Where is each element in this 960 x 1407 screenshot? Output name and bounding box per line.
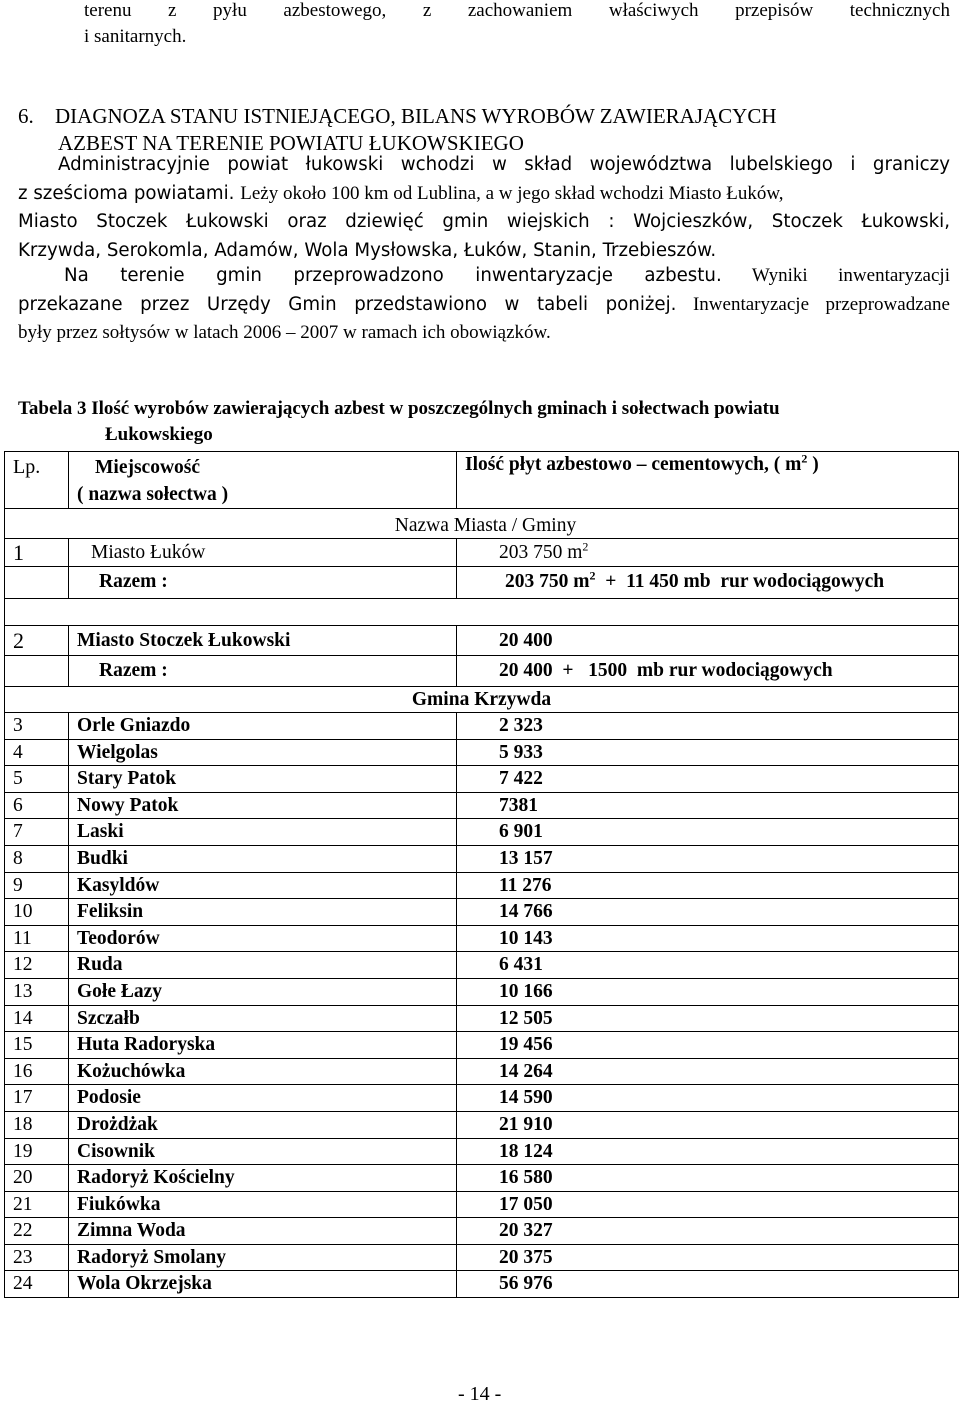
row-amount: 6 901 [457,819,959,846]
table-caption [18,396,953,448]
sum-row [5,656,959,687]
row-name: Szczałb [69,1005,457,1032]
table-row [5,739,959,766]
header-place-line-1: Miejscowość [95,457,201,478]
row-lp: 4 [5,739,69,766]
table-row [5,1191,959,1218]
row-amount: 14 766 [457,899,959,926]
table-row [5,1165,959,1192]
row-amount: 21 910 [457,1111,959,1138]
table-row [5,713,959,740]
section-row-miasta [5,509,959,539]
row-amount: 5 933 [457,739,959,766]
asbestos-table [4,451,959,1298]
row-lp: 15 [5,1032,69,1059]
section-row-gmina [5,687,959,713]
paragraph-1-line-1: Administracyjnie powiat łukowski wchodzi w skład województwa lubelskiego i graniczy [58,154,950,175]
row-lp: 13 [5,978,69,1005]
row-amount: 2 323 [457,713,959,740]
header-place [69,452,457,509]
row-name: Radoryż Smolany [69,1244,457,1271]
table-header-row [5,452,959,509]
table-row [5,952,959,979]
row-amount: 56 976 [457,1271,959,1298]
paragraph-2-line-2b: Inwentaryzacje przeprowadzane [692,293,950,315]
table-row [5,1032,959,1059]
row-lp: 14 [5,1005,69,1032]
table-row [5,1244,959,1271]
row-name: Budki [69,845,457,872]
row-name: Drożdżak [69,1111,457,1138]
row-name: Radoryż Kościelny [69,1165,457,1192]
table-row [5,899,959,926]
row-name: Kasyldów [69,872,457,899]
paragraph-2 [18,262,950,348]
row-lp: 6 [5,792,69,819]
row-name: Wola Okrzejska [69,1271,457,1298]
table-row [5,1138,959,1165]
row-name: Orle Gniazdo [69,713,457,740]
gmina-rows [5,713,959,1298]
row-name: Wielgolas [69,739,457,766]
row-name: Nowy Patok [69,792,457,819]
table-row [5,539,959,567]
section-title-line-1: DIAGNOZA STANU ISTNIEJĄCEGO, BILANS WYROBÓW ZAWIERAJĄCYCH [55,104,777,128]
row-amount-value: 203 750 m [499,542,583,563]
header-place-line-2: ( nazwa sołectwa ) [77,484,229,505]
row-name: Zimna Woda [69,1218,457,1245]
row-amount: 14 264 [457,1058,959,1085]
table-row [5,925,959,952]
table-row [5,1271,959,1298]
row-name: Kożuchówka [69,1058,457,1085]
row-amount: 18 124 [457,1138,959,1165]
paragraph-1-line-2b: Leży około 100 km od Lublina, a w jego skład wchodzi Miasto Łuków, [240,182,784,204]
paragraph-2-line-1 [18,262,950,291]
row-amount: 20 375 [457,1244,959,1271]
table-row [5,1005,959,1032]
row-amount: 7 422 [457,766,959,793]
table-row [5,819,959,846]
paragraph-1-line-2 [18,180,950,209]
row-amount: 6 431 [457,952,959,979]
sum-amount-value: 203 750 m [505,571,590,592]
row-amount: 10 143 [457,925,959,952]
sum-amount [457,567,959,599]
sum-row [5,567,959,599]
table-caption-line-1: Tabela 3 Ilość wyrobów zawierających azbest w poszczególnych gminach i sołectwach powiatu [18,398,780,419]
section-label-miasta: Nazwa Miasta / Gminy [5,509,959,539]
table-row [5,792,959,819]
row-amount: 17 050 [457,1191,959,1218]
paragraph-2-line-1b: Wyniki inwentaryzacji [751,265,950,286]
paragraph-1-line-3: Miasto Stoczek Łukowski oraz dziewięć gmin wiejskich : Wojcieszków, Stoczek Łukowski, [18,211,950,232]
sum-lp-empty [5,656,69,687]
table-row [5,845,959,872]
section-heading [18,103,938,157]
row-name: Feliksin [69,899,457,926]
row-amount: 10 166 [457,978,959,1005]
row-lp: 19 [5,1138,69,1165]
row-amount: 13 157 [457,845,959,872]
row-amount: 19 456 [457,1032,959,1059]
header-amount-label: Ilość płyt azbestowo – cementowych, ( m [465,454,802,475]
row-lp: 3 [5,713,69,740]
row-lp: 23 [5,1244,69,1271]
row-lp: 22 [5,1218,69,1245]
paragraph-1-line-2a: z sześcioma powiatami. [18,182,235,204]
row-lp: 11 [5,925,69,952]
sum-amount-sup: 2 [589,568,596,583]
header-amount [457,452,959,509]
paragraph-2-line-3: były przez sołtysów w latach 2006 – 2007 w ramach ich obowiązków. [18,322,551,343]
spacer-row [5,599,959,626]
paragraph-1-line-4: Krzywda, Serokomla, Adamów, Wola Mysłowska, Łuków, Stanin, Trzebieszów. [18,239,717,261]
row-name: Stary Patok [69,766,457,793]
sum-lp-empty [5,567,69,599]
row-lp: 21 [5,1191,69,1218]
row-name: Podosie [69,1085,457,1112]
row-lp: 9 [5,872,69,899]
paragraph-2-line-1a: Na terenie gmin przeprowadzono inwentaryzacje azbestu. [64,265,722,286]
paragraph-1 [18,151,950,265]
row-amount [457,539,959,567]
row-amount: 14 590 [457,1085,959,1112]
row-lp: 12 [5,952,69,979]
sum-label: Razem : [69,656,457,687]
section-number: 6. [18,104,34,128]
table-row [5,872,959,899]
row-name: Gołe Łazy [69,978,457,1005]
row-lp: 8 [5,845,69,872]
row-name: Ruda [69,952,457,979]
row-amount: 20 327 [457,1218,959,1245]
row-lp: 16 [5,1058,69,1085]
row-lp: 20 [5,1165,69,1192]
row-name: Cisownik [69,1138,457,1165]
header-amount-sup: 2 [801,451,808,466]
intro-text-line-1: terenu z pyłu azbestowego, z zachowaniem właściwych przepisów technicznych [84,0,950,21]
section-label-gmina: Gmina Krzywda [5,687,959,713]
row-lp: 5 [5,766,69,793]
sum-amount [457,656,959,687]
page-number: - 14 - [458,1383,502,1405]
table-row [5,1058,959,1085]
row-name: Miasto Łuków [69,539,457,567]
row-lp: 18 [5,1111,69,1138]
row-name: Fiukówka [69,1191,457,1218]
row-amount-sup: 2 [582,539,589,554]
table-row [5,1111,959,1138]
sum-amount-extra: + 1500 mb rur wodociągowych [552,660,833,681]
header-amount-close: ) [807,454,819,475]
table-caption-line-2: Łukowskiego [105,424,213,445]
spacer-cell [5,599,959,626]
intro-text-line-2: i sanitarnych. [84,26,187,47]
table-row [5,626,959,656]
row-name: Laski [69,819,457,846]
sum-amount-extra: + 11 450 mb rur wodociągowych [595,571,885,592]
sum-label: Razem : [69,567,457,599]
paragraph-2-line-2a: przekazane przez Urzędy Gmin przedstawiono w tabeli poniżej. [18,293,677,315]
paragraph-2-line-2 [18,291,950,320]
section-title-line-2: AZBEST NA TERENIE POWIATU ŁUKOWSKIEGO [58,131,524,155]
table-row [5,766,959,793]
row-lp: 24 [5,1271,69,1298]
row-amount: 16 580 [457,1165,959,1192]
sum-amount-value: 20 400 [499,660,553,681]
row-amount: 7381 [457,792,959,819]
row-name: Teodorów [69,925,457,952]
row-lp: 17 [5,1085,69,1112]
row-name: Huta Radoryska [69,1032,457,1059]
row-amount: 11 276 [457,872,959,899]
row-lp: 2 [5,626,69,656]
table-row [5,978,959,1005]
row-lp: 10 [5,899,69,926]
row-amount: 12 505 [457,1005,959,1032]
row-lp: 7 [5,819,69,846]
row-amount: 20 400 [457,626,959,656]
row-lp: 1 [5,539,69,567]
table-row [5,1218,959,1245]
table-row [5,1085,959,1112]
row-name: Miasto Stoczek Łukowski [69,626,457,656]
header-lp: Lp. [5,452,69,509]
